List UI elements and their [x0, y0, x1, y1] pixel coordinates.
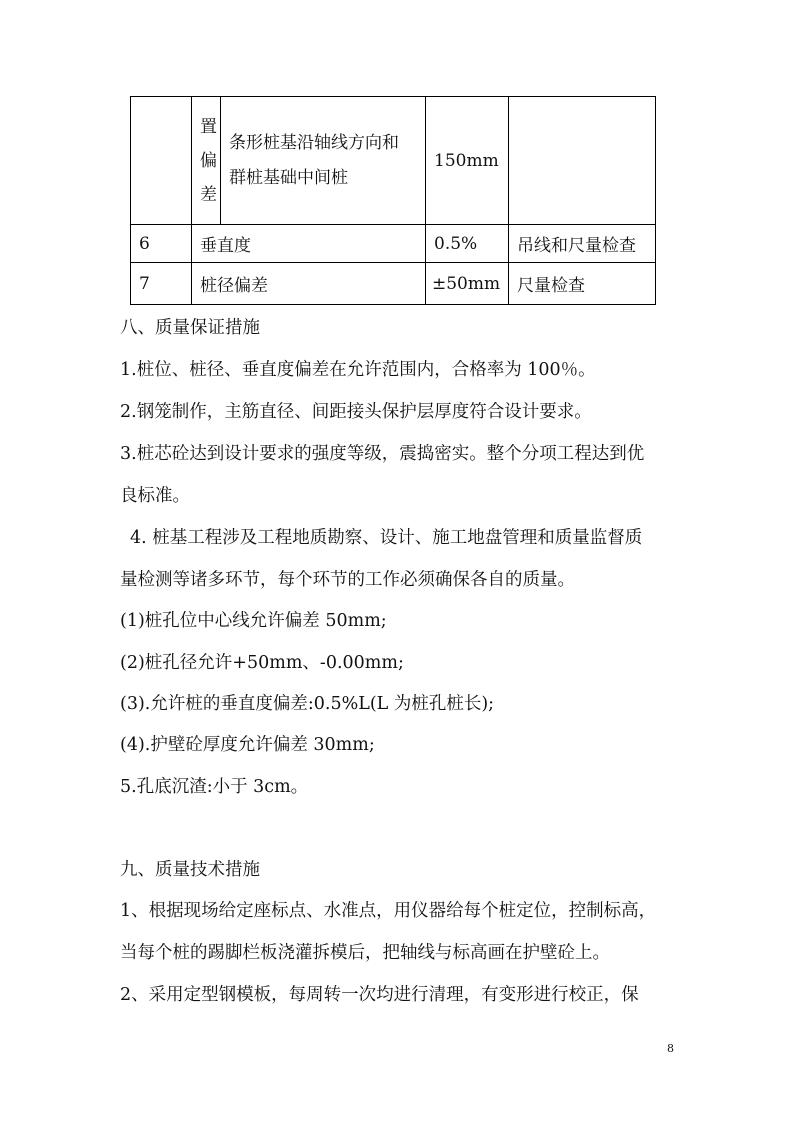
- table-cell-no: [131, 97, 192, 225]
- page-number: 8: [667, 1042, 674, 1055]
- table-row: [131, 97, 656, 225]
- table-cell-method: [509, 97, 656, 225]
- list-item: (4).护壁砼厚度允许偏差 30mm;: [120, 735, 375, 755]
- vertical-char: 偏: [200, 150, 217, 171]
- table-cell-no: 6: [131, 225, 192, 263]
- list-item: (1)桩孔位中心线允许偏差 50mm;: [120, 611, 387, 631]
- paragraph: 良标准。: [120, 486, 190, 506]
- vertical-char: 置: [200, 116, 217, 137]
- table-cell-tolerance: 150mm: [426, 97, 509, 225]
- table-cell-item: 桩径偏差: [192, 263, 426, 305]
- list-item: (3).允许桩的垂直度偏差:0.5%L(L 为桩孔桩长);: [120, 694, 495, 714]
- paragraph: 2.钢笼制作，主筋直径、间距接头保护层厚度符合设计要求。: [120, 402, 592, 422]
- table-cell-method: 尺量检查: [509, 263, 656, 305]
- paragraph: 1.桩位、桩径、垂直度偏差在允许范围内，合格率为 100％。: [120, 360, 596, 380]
- paragraph: 当每个桩的踢脚栏板浇灌拆模后，把轴线与标高画在护壁砼上。: [120, 943, 610, 963]
- description-line: 条形桩基沿轴线方向和: [229, 132, 399, 153]
- table-cell-description: [221, 97, 426, 225]
- list-item: (2)桩孔径允许+50mm、-0.00mm;: [120, 653, 404, 673]
- section-9-heading: 九、质量技术措施: [120, 860, 260, 880]
- paragraph: 2、采用定型钢模板，每周转一次均进行清理，有变形进行校正，保: [120, 985, 639, 1005]
- table-cell-item: 垂直度: [192, 225, 426, 263]
- vertical-char: 差: [200, 184, 217, 205]
- list-item: 5.孔底沉渣:小于 3cm。: [120, 777, 309, 797]
- tolerance-table: [130, 96, 656, 305]
- table-cell-no: 7: [131, 263, 192, 305]
- table-row: [131, 225, 656, 263]
- table-row: [131, 263, 656, 305]
- paragraph: 3.桩芯砼达到设计要求的强度等级，震捣密实。整个分项工程达到优: [120, 444, 645, 464]
- paragraph: 量检测等诸多环节，每个环节的工作必须确保各自的质量。: [120, 570, 575, 590]
- table-cell-tolerance: 0.5%: [426, 225, 509, 263]
- table-cell-method: 吊线和尺量检查: [509, 225, 656, 263]
- section-8-heading: 八、质量保证措施: [120, 318, 260, 338]
- paragraph: 1、根据现场给定座标点、水准点，用仪器给每个桩定位，控制标高，: [120, 901, 657, 921]
- description-line: 群桩基础中间桩: [229, 167, 348, 188]
- paragraph: 4. 桩基工程涉及工程地质勘察、设计、施工地盘管理和质量监督质: [130, 528, 643, 548]
- table-cell-tolerance: ±50mm: [426, 263, 509, 305]
- table-cell-item-vertical: [192, 97, 221, 225]
